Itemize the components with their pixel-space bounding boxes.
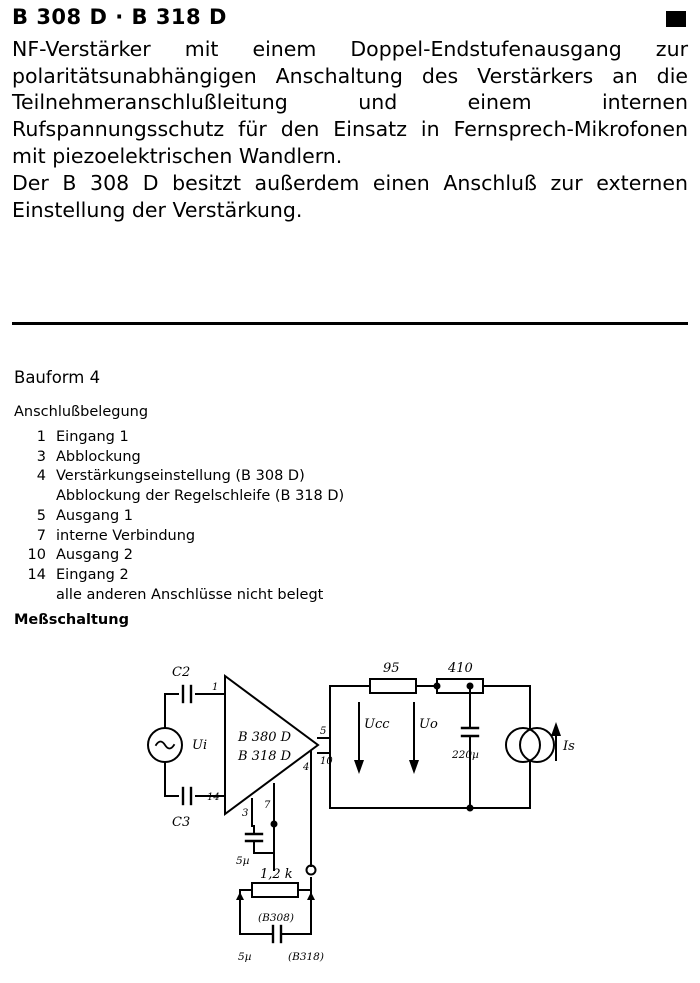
label-c2: C2 (172, 665, 191, 680)
list-item (20, 507, 520, 527)
label-ucc: Ucc (364, 717, 390, 732)
label-ui: Ui (192, 738, 208, 753)
resistor-12k (252, 883, 298, 897)
pin-label: Eingang 1 (56, 429, 129, 445)
measurement-circuit-diagram (0, 648, 700, 978)
pin-number: 5 (36, 507, 46, 524)
pin-label: Ausgang 2 (56, 547, 133, 564)
list-item (20, 487, 520, 507)
label-resistor-12k: 1,2 k (260, 867, 293, 882)
intro-paragraph-1: NF-Verstärker mit einem Doppel-Endstufenausgang zur polaritätsunabhängigen Anschaltung des Verstärkers an die Teilnehmeranschlußleitung und einem internen Rufspannungsschutz für den Einsatz in Fernsprech-Mikrofonen mit piezoelektrischen Wandlern. (12, 37, 688, 168)
label-device-line1: B 380 D (238, 730, 292, 745)
label-capacitor-5u-bottom: 5µ (238, 951, 252, 963)
list-item (20, 586, 520, 606)
resistor-95 (370, 679, 416, 693)
pin-number: 4 (36, 468, 46, 485)
intro-paragraph-2: Der B 308 D besitzt außerdem einen Anschluß zur externen Einstellung der Verstärkung. (12, 171, 688, 222)
label-resistor-95: 95 (383, 661, 400, 676)
pin-list (20, 428, 520, 605)
pin-number: 10 (27, 547, 46, 564)
pin-section-heading: Anschlußbelegung (14, 404, 149, 420)
label-pin-4: 4 (303, 762, 310, 773)
pin-number (20, 487, 56, 507)
pin-label: Abblockung (56, 448, 141, 465)
list-item (20, 428, 520, 448)
intro-text (12, 36, 688, 223)
label-pin-7: 7 (264, 800, 271, 811)
pin-label: Abblockung der Regelschleife (B 318 D) (56, 488, 345, 505)
resistor-410 (437, 679, 483, 693)
list-item (20, 527, 520, 547)
label-capacitor-220u: 220µ (452, 749, 479, 761)
pin-label: alle anderen Anschlüsse nicht belegt (56, 586, 324, 603)
horizontal-divider (12, 322, 688, 325)
page-title: B 308 D · B 318 D (12, 5, 227, 29)
amplifier-triangle (225, 676, 318, 814)
pin-number (20, 586, 56, 606)
pin-label: Ausgang 1 (56, 507, 133, 524)
label-device-line2: B 318 D (238, 749, 292, 764)
bauform-label: Bauform 4 (14, 368, 101, 387)
pin-label: Eingang 2 (56, 567, 129, 584)
label-c3: C3 (172, 815, 191, 830)
pin-label: interne Verbindung (56, 527, 196, 544)
label-is: Is (563, 739, 575, 754)
current-source-icon (506, 728, 540, 762)
list-item (20, 546, 520, 566)
list-item (20, 448, 520, 468)
label-pin-1: 1 (212, 682, 219, 693)
pin-number: 3 (36, 448, 46, 465)
label-pin-14: 14 (207, 792, 220, 803)
title-row (12, 6, 688, 28)
label-pin-10: 10 (320, 756, 333, 767)
label-uo: Uo (419, 717, 438, 732)
label-capacitor-5u-left: 5µ (236, 855, 250, 867)
black-square-icon (666, 11, 686, 27)
pin-label: Verstärkungseinstellung (B 308 D) (56, 468, 305, 485)
label-b318: (B318) (288, 951, 324, 963)
list-item (20, 566, 520, 586)
list-item (20, 467, 520, 487)
circuit-heading: Meßschaltung (14, 612, 129, 628)
label-pin-5: 5 (320, 726, 327, 737)
label-resistor-410: 410 (448, 661, 473, 676)
pin-number: 7 (36, 527, 46, 544)
pin-number: 1 (36, 429, 46, 445)
label-b308: (B308) (258, 912, 294, 924)
pin-number: 14 (27, 567, 46, 584)
label-pin-3: 3 (242, 808, 249, 819)
